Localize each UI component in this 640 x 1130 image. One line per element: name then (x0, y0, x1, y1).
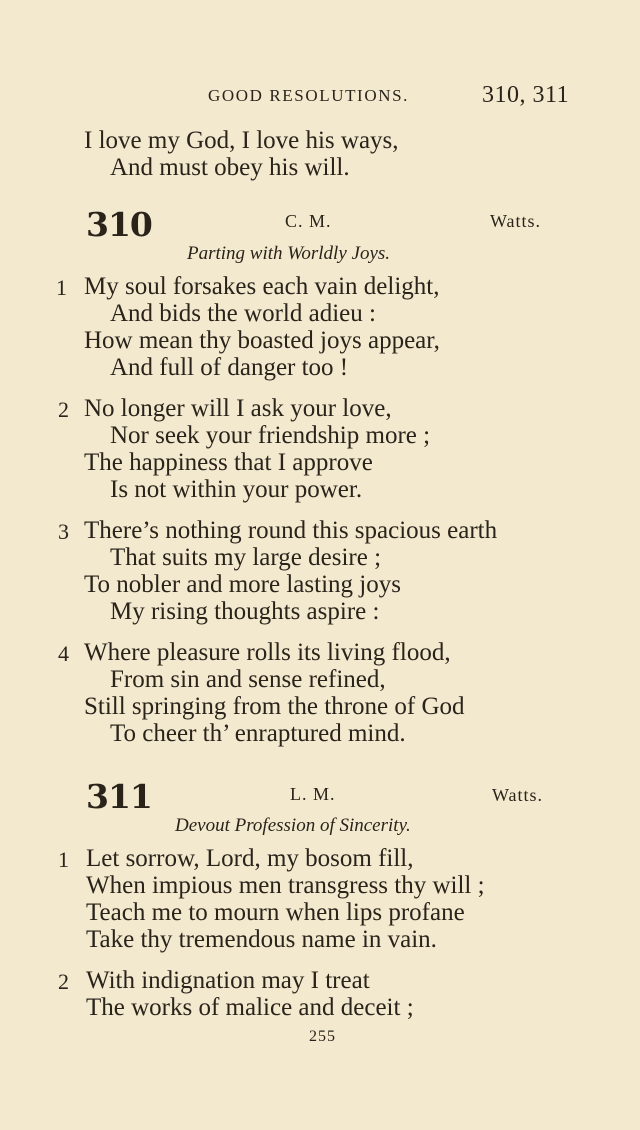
hymn-subtitle: Parting with Worldly Joys. (187, 243, 391, 264)
header-hymn-numbers: 310, 311 (482, 82, 570, 108)
page-number: 255 (309, 1028, 336, 1045)
verse-line: The works of malice and deceit ; (86, 994, 414, 1021)
verse-line: My rising thoughts aspire : (110, 598, 380, 625)
verse-line: And bids the world adieu : (110, 300, 376, 327)
verse-line: No longer will I ask your love, (84, 395, 392, 422)
stanza-number: 2 (58, 397, 69, 422)
running-title: GOOD RESOLUTIONS. (208, 86, 409, 105)
hymn-author: Watts. (492, 785, 544, 805)
hymn-meter: L. M. (290, 784, 336, 804)
verse-line: To cheer th’ enraptured mind. (110, 720, 406, 747)
verse-line: Where pleasure rolls its living flood, (84, 639, 451, 666)
stanza-number: 1 (58, 847, 69, 872)
verse-line: That suits my large desire ; (110, 544, 382, 571)
verse-line: To nobler and more lasting joys (84, 571, 401, 598)
verse-line: Is not within your power. (110, 476, 363, 503)
continuation-line: And must obey his will. (110, 154, 350, 181)
stanza-number: 2 (58, 969, 69, 994)
verse-line: Still springing from the throne of God (84, 693, 465, 720)
verse-line: My soul forsakes each vain delight, (84, 273, 440, 300)
verse-line: There’s nothing round this spacious earth (84, 517, 498, 544)
verse-line: The happiness that I approve (84, 449, 373, 476)
hymn-meter: C. M. (285, 211, 332, 231)
verse-line: Let sorrow, Lord, my bosom fill, (86, 845, 414, 872)
verse-line: How mean thy boasted joys appear, (84, 327, 440, 354)
verse-line: Teach me to mourn when lips profane (86, 899, 465, 926)
verse-line: With indignation may I treat (86, 967, 370, 994)
verse-line: Take thy tremendous name in vain. (86, 926, 437, 953)
verse-line: When impious men transgress thy will ; (86, 872, 485, 899)
verse-line: From sin and sense refined, (110, 666, 386, 693)
continuation-line: I love my God, I love his ways, (84, 127, 399, 154)
hymn-number: 310 (86, 205, 152, 244)
hymn-author: Watts. (490, 211, 542, 231)
stanza-number: 1 (56, 275, 67, 300)
hymn-subtitle: Devout Profession of Sincerity. (175, 815, 411, 836)
stanza-number: 3 (58, 519, 69, 544)
stanza-number: 4 (58, 641, 69, 666)
hymn-number: 311 (86, 777, 152, 816)
verse-line: And full of danger too ! (110, 354, 349, 381)
verse-line: Nor seek your friendship more ; (110, 422, 431, 449)
